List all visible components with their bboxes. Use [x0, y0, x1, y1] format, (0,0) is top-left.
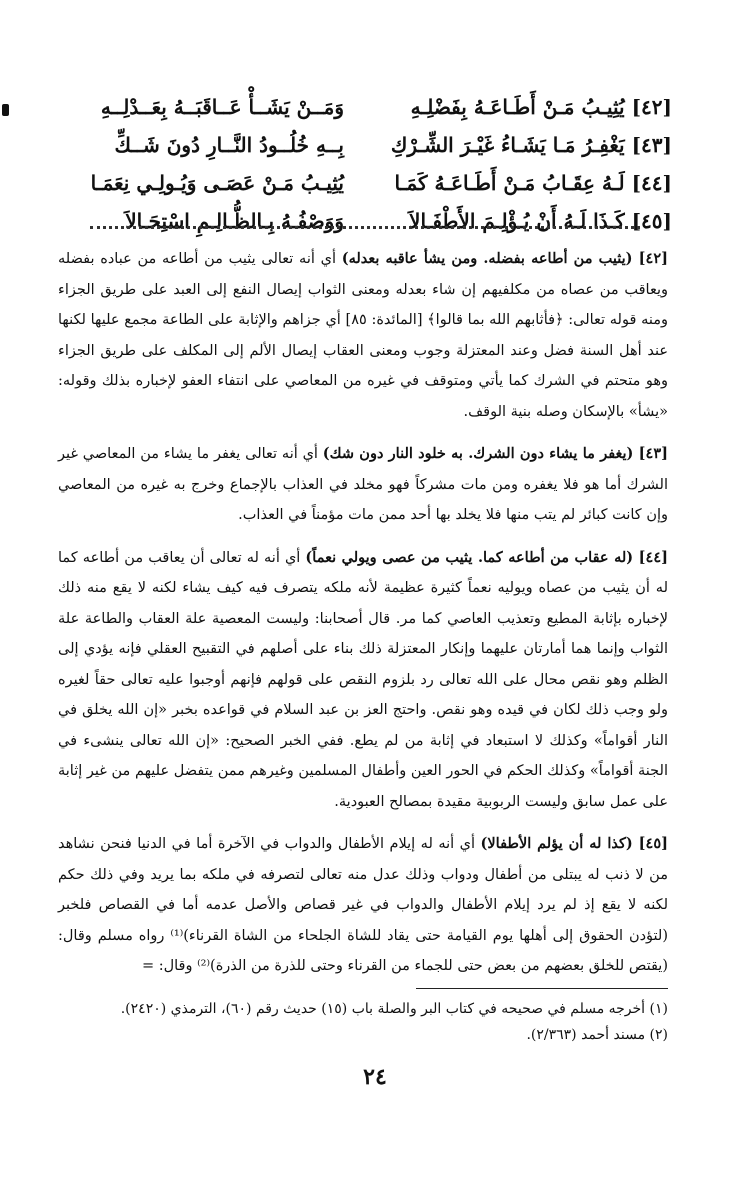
commentary-text: أي أنه له تعالى أن يعاقب من أطاعه كما له أن يثيب من عصاه ويوليه نعماً كثيرة عظيمة لأنه ملكه يتصرف فيه كيف يشاء لكنه لا يقع منه ذلك لإخباره بإثابة المطيع وتعذيب العاصي كما مر. قال أصحابنا: وليست المعصية علة العقاب والطاعة علة الثواب وإنما هما أمارتان عليهما وإنكار المعتزلة ذلك بناء على أصلهم في التقبيح العقلي فإنه يؤدي إلى الظلم وهو نقص محال على الله تعالى رد بلزوم النقص على قولهم فإنهم أوجبوا عليه تعالى حقاً لغيره ولو وجب ذلك لكان في قيده وهو نقص. واحتج العز بن عبد السلام في قواعده بخبر «إن الله يخلق في النار أقواماً» وكذلك لا استبعاد في إثابة من لم يطع. ففي الخبر الصحيح: «إن الله تعالى ينشىء في الجنة أقواماً» وكذلك الحكم في الحور العين وأطفال المسلمين وغيرهم ممن يتفضل عليهم من غير إثابة على عمل سابق وليست الربوبية مقيدة بمصالح العبودية.	[58, 549, 668, 810]
commentary-paragraph	[58, 829, 668, 982]
commentary-paragraph	[58, 244, 668, 427]
verse-first-hemistich: [٤٢] يُثِيـبُ مَـنْ أَطَـاعَـهُ بِفَضْلِـهِ	[410, 95, 672, 119]
poem-verses	[72, 84, 672, 236]
verse-second-hemistich: وَمَــنْ يَشَــأْ عَــاقَبَــهُ بِعَــدْلِــهِ	[100, 95, 344, 119]
margin-ink-mark	[2, 104, 9, 116]
footnote-divider	[416, 988, 668, 989]
verse-row	[72, 160, 672, 198]
verse-row	[72, 122, 672, 160]
verse-first-hemistich: [٤٣] يَغْفِـرُ مَـا يَشَـاءُ غَيْـرَ الشِّـرْكِ	[390, 133, 672, 157]
verse-second-hemistich: بِــهِ خُلُــودُ النَّــارِ دُونَ شَــكِّ	[114, 133, 344, 157]
verse-second-hemistich: وَوَصْفُـهُ بِـالظُّـالِـمِ اسْتِحَـالاَ	[125, 209, 344, 233]
commentary-text: أي أنه له إيلام الأطفال والدواب في الآخرة أما في الدنيا فنحن نشاهد من لا ذنب له يبتلى من أطفال ودواب وذلك عدل منه تعالى لتصرفه في ملكه بما يريد وفي ذلك حكم لكنه لا يقع إذ لم يرد إيلام الأطفال والدواب في غير قصاص والأصل عدمه أما في القصاص فلخبر (لتؤدن الحقوق إلى أهلها يوم القيامة حتى يقاد للشاة الجلحاء من الشاة القرناء)⁽¹⁾ رواه مسلم وقال: (يقتص للخلق بعضهم من بعض حتى للجماء من القرناء وحتى للذرة من الذرة)⁽²⁾ وقال: =	[58, 836, 668, 974]
footnotes	[108, 996, 668, 1048]
dotted-separator	[90, 226, 640, 235]
verse-row	[72, 84, 672, 122]
verse-quote: [٤٢] (يثيب من أطاعه بفضله. ومن يشأ عاقبه بعدله)	[341, 250, 668, 267]
verse-quote: [٤٤] (له عقاب من أطاعه كما. يثيب من عصى ويولي نعماً)	[305, 548, 668, 566]
commentary-body	[58, 244, 668, 994]
commentary-text: أي أنه تعالى يثيب من أطاعه من عباده بفضله ويعاقب من عصاه من مكلفيهم إن شاء بعدله ومعنى الثواب إيصال النفع إلى العبد على طريق الجزاء ومنه قوله تعالى: ﴿فأثابهم الله بما قالوا﴾ [المائدة: ٨٥] أي جزاهم والإثابة على الطاعة مجمع عليها لكنها عند أهل السنة فضل وعند المعتزلة وجوب ومعنى العقاب إيصال الألم إلى المكلف على طريق الجزاء وهو متحتم في الشرك كما يأتي ومتوقف في غيره من المعاصي على انتفاء العفو لإخباره بذلك وقوله: «يشأ» بالإسكان وصله بنية الوقف.	[58, 251, 668, 420]
footnote: (٢) مسند أحمد (٢/٣٦٣).	[526, 1027, 668, 1043]
page-number: ٢٤	[363, 1064, 387, 1090]
footnote: (١) أخرجه مسلم في صحيحه في كتاب البر والصلة باب (١٥) حديث رقم (٦٠)، الترمذي (٢٤٢٠).	[120, 1001, 668, 1017]
verse-first-hemistich: [٤٤] لَـهُ عِقَـابُ مَـنْ أَطَـاعَـهُ كَمَـا	[394, 171, 672, 195]
commentary-text: أي أنه تعالى يغفر ما يشاء من المعاصي غير الشرك أما هو فلا يغفره ومن مات مشركاً فهو مخلد في العذاب بالإجماع وخرج به غيره من المعاصي وإن كانت كبائر لم يتب منها فلا يخلد بها أحد ممن مات مؤمناً في العذاب.	[58, 446, 668, 523]
commentary-paragraph	[58, 543, 668, 818]
commentary-paragraph	[58, 439, 668, 531]
verse-first-hemistich: [٤٥] كَـذَا لَـهُ أَنْ يُـؤْلِـمَ الأَطْفَـالاَ	[409, 209, 672, 233]
verse-quote: [٤٥] (كذا له أن يؤلم الأطفالا)	[480, 835, 668, 852]
verse-quote: [٤٣] (يغفر ما يشاء دون الشرك. به خلود النار دون شك)	[322, 445, 668, 462]
verse-second-hemistich: يُثِيـبُ مَـنْ عَصَـى وَيُـولِـي نِعَمَـا	[90, 171, 344, 195]
